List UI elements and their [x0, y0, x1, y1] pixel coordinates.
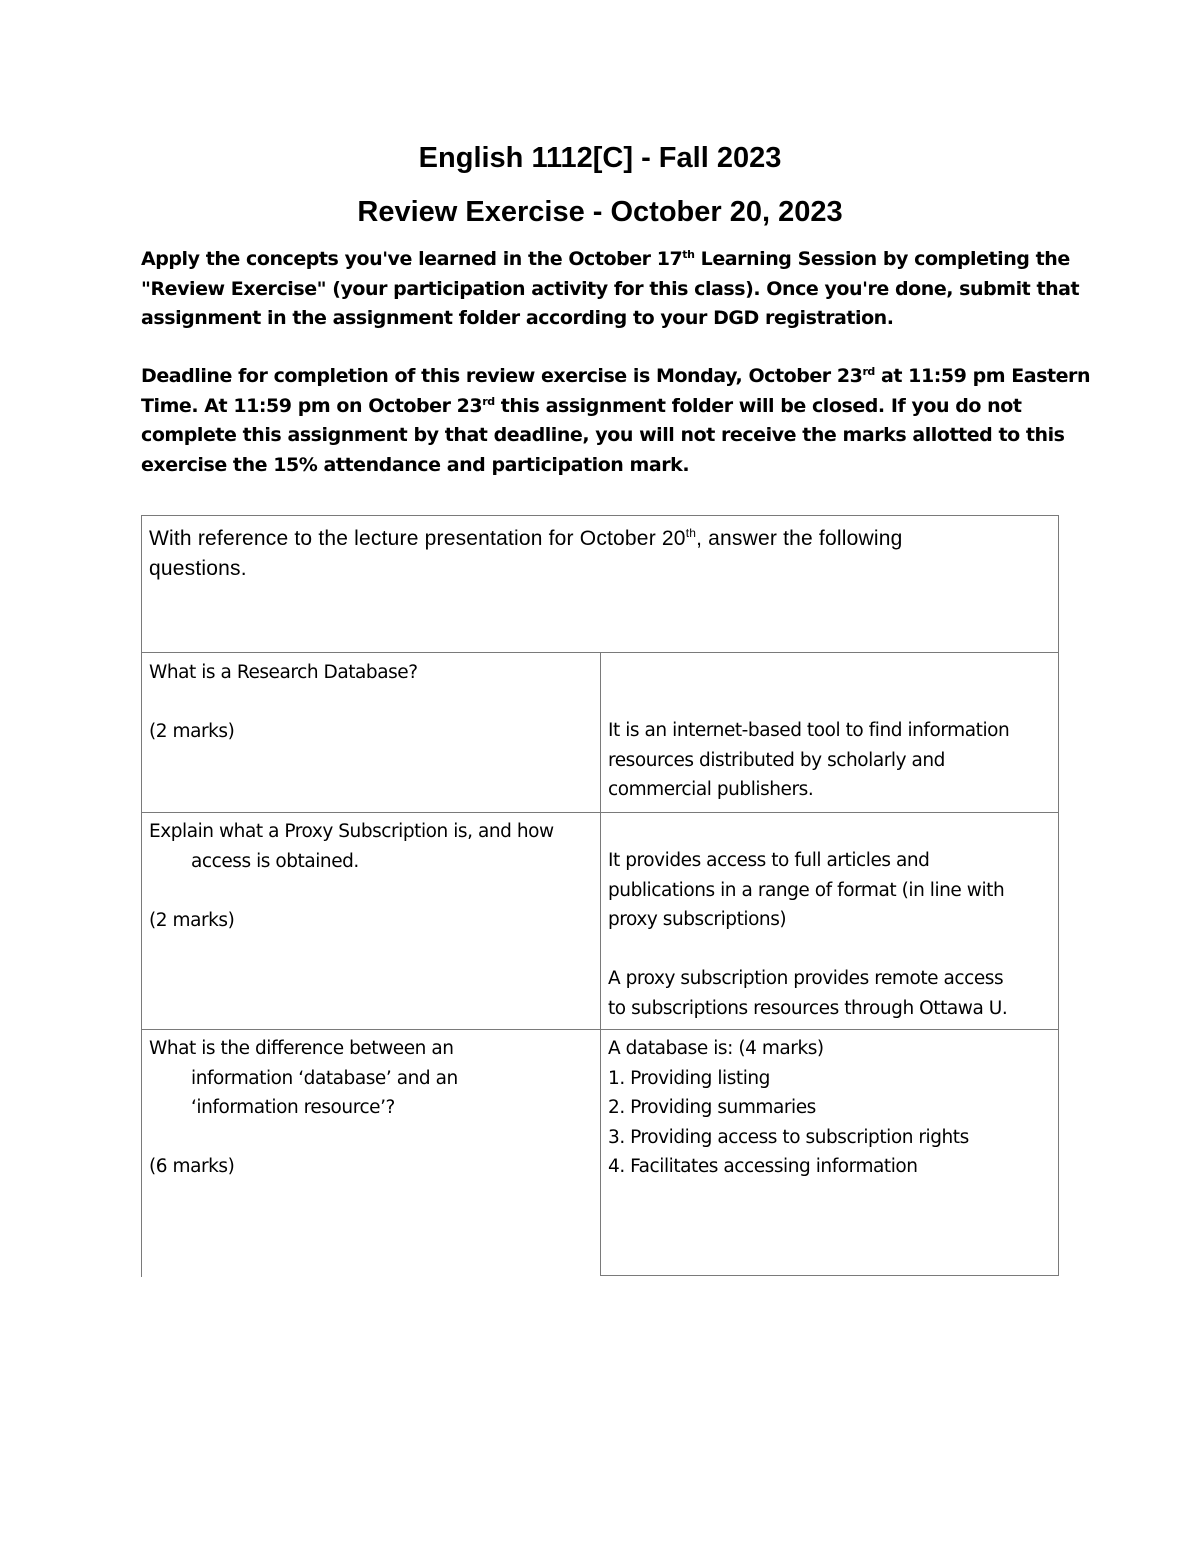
answer-cell: It is an internet-based tool to find information resources distributed by scholarly and commercial publishers.: [608, 720, 1010, 800]
exercise-title: Review Exercise - October 20, 2023: [357, 196, 843, 228]
question-cell: Explain what a Proxy Subscription is, and how access is obtained. (2 marks): [149, 817, 554, 935]
instructions-paragraph: Apply the concepts you've learned in the October 17th Learning Session by completing the "Review Exercise" (your participation activity for this class). Once you're done, submit that assignment in the assignment folder according to your DGD registration.: [141, 248, 1080, 329]
course-title: English 1112[C] - Fall 2023: [418, 142, 782, 174]
marks-label: (6 marks): [149, 1156, 235, 1177]
table-column-divider: [600, 652, 601, 1276]
question-cell: What is a Research Database? (2 marks): [149, 658, 418, 747]
deadline-paragraph: Deadline for completion of this review exercise is Monday, October 23rd at 11:59 pm Eastern Time. At 11:59 pm on October 23rd this assignment folder will be closed. If you do not complete this assignment by that deadline, you will not receive the marks allotted to this exercise the 15% attendance and participation mark.: [141, 365, 1091, 476]
table-border-bottom: [600, 1275, 1059, 1276]
table-border-left: [141, 515, 142, 1277]
marks-label: (2 marks): [149, 909, 235, 931]
table-border-right: [1058, 515, 1059, 1276]
answer-cell: It provides access to full articles and publications in a range of format (in line with proxy subscriptions) A proxy subscription provides remote access to subscriptions resources through Ottawa U.: [608, 850, 1008, 1019]
question-cell: What is the difference between an information ‘database’ and an ‘information resource’? (6 marks): [149, 1034, 458, 1182]
table-border-top: [141, 515, 1059, 516]
marks-label: (2 marks): [149, 721, 235, 742]
table-header-cell: With reference to the lecture presentation for October 20th, answer the following questions.: [149, 526, 903, 580]
answer-cell: A database is: (4 marks) 1. Providing listing 2. Providing summaries 3. Providing access to subscription rights 4. Facilitates accessing information: [608, 1038, 969, 1177]
